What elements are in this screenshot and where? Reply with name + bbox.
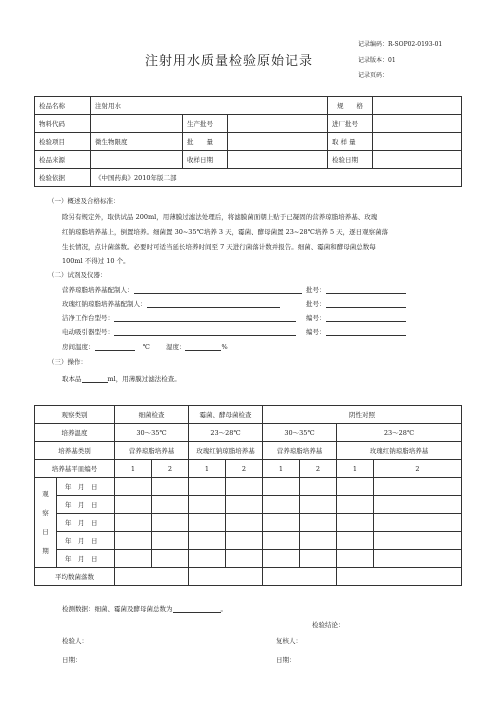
- count-cell[interactable]: [337, 496, 374, 514]
- serial-row: [306, 313, 406, 322]
- conclusion-label: 检验结论：: [312, 621, 345, 629]
- header-cell: 营养琼脂培养基: [263, 442, 337, 460]
- header-cell: 阴性对照: [263, 406, 462, 424]
- info-cell[interactable]: [373, 115, 462, 133]
- info-cell: 检验项目: [35, 133, 91, 151]
- count-cell[interactable]: [226, 532, 263, 550]
- table-row: [35, 442, 462, 460]
- inspector-date-label: 日期：: [62, 656, 82, 664]
- result-label: 检测数据：细菌、霉菌及酵母菌总数为: [62, 605, 173, 613]
- count-cell[interactable]: [337, 514, 374, 532]
- section-3-title: （三）操作：: [48, 358, 87, 366]
- average-cell[interactable]: [263, 568, 337, 586]
- count-cell[interactable]: [300, 514, 337, 532]
- count-cell[interactable]: [263, 496, 300, 514]
- side-char: 察: [42, 508, 49, 517]
- count-cell[interactable]: [226, 550, 263, 568]
- table-row: [35, 514, 462, 532]
- total-count-field[interactable]: [173, 604, 221, 613]
- count-cell[interactable]: [263, 532, 300, 550]
- count-cell[interactable]: [115, 550, 152, 568]
- batch-row: [306, 299, 406, 308]
- info-cell[interactable]: [228, 133, 328, 151]
- observation-date-side: [35, 478, 57, 568]
- table-row: [35, 460, 462, 478]
- count-cell[interactable]: [300, 478, 337, 496]
- info-cell[interactable]: [228, 115, 328, 133]
- equipment-row: [62, 327, 296, 336]
- plate-number: 1: [115, 460, 152, 478]
- operation-text-b: ml，用薄膜过滤法检查。: [107, 375, 181, 383]
- header-cell: 30～35℃: [263, 424, 337, 442]
- count-cell[interactable]: [300, 496, 337, 514]
- record-code: 记录编码：R-SOP02-0193-01: [358, 41, 443, 48]
- count-cell[interactable]: [189, 532, 226, 550]
- info-cell: 收样日期: [183, 151, 228, 169]
- table-row: [35, 532, 462, 550]
- equipment-label: 电动吸引器型号：: [62, 328, 114, 336]
- header-cell: 营养琼脂培养基: [115, 442, 189, 460]
- header-cell: 细菌检查: [115, 406, 189, 424]
- info-cell: 进厂批号: [328, 115, 373, 133]
- count-cell[interactable]: [374, 514, 462, 532]
- fill-line[interactable]: [134, 285, 302, 294]
- header-cell: 30～35℃: [115, 424, 189, 442]
- equipment-row: [62, 313, 296, 322]
- header-cell: 培养温度: [35, 424, 115, 442]
- section-2-title: （二）试剂及仪器：: [48, 271, 107, 279]
- table-row: [35, 424, 462, 442]
- fill-line[interactable]: [114, 313, 296, 322]
- count-cell[interactable]: [152, 496, 189, 514]
- header-cell: 23～28℃: [337, 424, 462, 442]
- count-cell[interactable]: [115, 496, 152, 514]
- plate-number: 2: [152, 460, 189, 478]
- count-cell[interactable]: [226, 514, 263, 532]
- batch-row: [306, 285, 406, 294]
- info-cell: 批 量: [183, 133, 228, 151]
- average-cell[interactable]: [189, 568, 263, 586]
- count-cell[interactable]: [226, 478, 263, 496]
- average-label: 平均数菌落数: [35, 568, 115, 586]
- equipment-label: 洁净工作台型号：: [62, 314, 114, 322]
- count-cell[interactable]: [115, 514, 152, 532]
- count-cell[interactable]: [337, 550, 374, 568]
- batch-label: 批号：: [306, 286, 326, 294]
- room-conditions: [62, 342, 228, 351]
- table-row: [35, 568, 462, 586]
- result-end: 。: [220, 605, 227, 613]
- table-row: [35, 406, 462, 424]
- humidity-field[interactable]: [185, 342, 221, 351]
- plate-number: 2: [300, 460, 337, 478]
- date-cell[interactable]: 年 月 日: [57, 478, 115, 496]
- temp-unit: ℃: [142, 343, 150, 351]
- fill-line[interactable]: [326, 299, 406, 308]
- fill-line[interactable]: [326, 285, 406, 294]
- reagent-row: [62, 285, 302, 294]
- date-cell[interactable]: 年 月 日: [57, 514, 115, 532]
- header-cell: 观察类别: [35, 406, 115, 424]
- serial-label: 编号：: [306, 314, 326, 322]
- info-cell[interactable]: [91, 115, 183, 133]
- info-cell[interactable]: [373, 151, 462, 169]
- section-1-text: 红钠琼脂培养基上，倒置培养。细菌置 30~35℃培养 3 天，霉菌、酵母菌置 23~28℃培养 5 天，逐日观察菌落: [62, 228, 389, 236]
- reviewer-label: 复核人：: [276, 637, 302, 645]
- count-cell[interactable]: [115, 532, 152, 550]
- count-cell[interactable]: [300, 550, 337, 568]
- date-cell[interactable]: 年 月 日: [57, 532, 115, 550]
- page-title: 注射用水质量检验原始记录: [145, 54, 314, 69]
- header-cell: 霉菌、酵母菌检查: [189, 406, 263, 424]
- count-cell[interactable]: [337, 532, 374, 550]
- plate-number: 1: [263, 460, 300, 478]
- count-cell[interactable]: [152, 478, 189, 496]
- count-cell[interactable]: [115, 478, 152, 496]
- section-1-text: 生长情况，点计菌落数。必要时可适当延长培养时间至 7 天进行菌落计数并报告。细菌、霉菌和酵母菌总数每: [62, 243, 376, 251]
- count-cell[interactable]: [189, 496, 226, 514]
- count-cell[interactable]: [337, 478, 374, 496]
- plate-number: 2: [226, 460, 263, 478]
- info-row: [35, 133, 462, 151]
- count-cell[interactable]: [189, 478, 226, 496]
- info-cell: 生产批号: [183, 115, 228, 133]
- info-row: [35, 151, 462, 169]
- info-cell[interactable]: [373, 97, 462, 115]
- section-1-text: 除另有规定外，取供试品 200ml，用薄膜过滤法处理后，将滤膜菌面朝上贴于已凝固的营养琼脂培养基、玫瑰: [62, 213, 378, 221]
- info-cell[interactable]: 注射用水: [91, 97, 328, 115]
- table-row: [35, 478, 462, 496]
- count-cell[interactable]: [189, 514, 226, 532]
- fill-line[interactable]: [326, 313, 406, 322]
- info-cell: 检品名称: [35, 97, 91, 115]
- record-page: 记录页码：: [358, 72, 389, 79]
- operation-text-a: 取本品: [62, 375, 82, 383]
- date-cell[interactable]: 年 月 日: [57, 550, 115, 568]
- table-row: [35, 550, 462, 568]
- section-1-title: （一）概述及合格标准：: [48, 197, 120, 205]
- reagent-label: 玫瑰红钠琼脂培养基配制人：: [62, 300, 147, 308]
- side-char: 日: [42, 527, 49, 536]
- reagent-label: 营养琼脂培养基配制人：: [62, 286, 134, 294]
- count-cell[interactable]: [152, 550, 189, 568]
- header-cell: 玫瑰红钠琼脂培养基: [337, 442, 462, 460]
- side-char: 观: [42, 489, 49, 498]
- header-cell: 23～28℃: [189, 424, 263, 442]
- fill-line[interactable]: [114, 327, 296, 336]
- info-cell[interactable]: [228, 151, 328, 169]
- count-cell[interactable]: [263, 514, 300, 532]
- count-cell[interactable]: [374, 496, 462, 514]
- count-cell[interactable]: [374, 532, 462, 550]
- info-row: [35, 169, 462, 187]
- side-char: 期: [42, 546, 49, 555]
- plate-number: 2: [374, 460, 462, 478]
- header-cell: 培养基类别: [35, 442, 115, 460]
- info-cell[interactable]: 《中国药典》2010年版二部: [91, 169, 462, 187]
- info-cell[interactable]: [91, 151, 183, 169]
- plate-number: 1: [337, 460, 374, 478]
- info-cell: 检品来源: [35, 151, 91, 169]
- count-cell[interactable]: [152, 532, 189, 550]
- info-cell: 规 格: [328, 97, 373, 115]
- reviewer-date-label: 日期：: [276, 656, 296, 664]
- count-cell[interactable]: [189, 550, 226, 568]
- info-cell: 检验日期: [328, 151, 373, 169]
- temp-field[interactable]: [95, 342, 135, 351]
- table-row: [35, 496, 462, 514]
- info-cell[interactable]: [373, 133, 462, 151]
- info-row: [35, 115, 462, 133]
- volume-field[interactable]: [82, 374, 108, 383]
- count-cell[interactable]: [263, 478, 300, 496]
- section-1-text: 100ml 不得过 10 个。: [62, 257, 130, 265]
- serial-label: 编号：: [306, 328, 326, 336]
- count-cell[interactable]: [300, 532, 337, 550]
- header-cell: 培养基平皿编号: [35, 460, 115, 478]
- info-cell: 取 样 量: [328, 133, 373, 151]
- humidity-unit: %: [221, 343, 228, 351]
- count-cell[interactable]: [226, 496, 263, 514]
- plate-number: 1: [189, 460, 226, 478]
- fill-line[interactable]: [326, 327, 406, 336]
- count-cell[interactable]: [152, 514, 189, 532]
- batch-label: 批号：: [306, 300, 326, 308]
- info-cell[interactable]: 微生物限度: [91, 133, 183, 151]
- operation-text: [62, 374, 181, 383]
- average-cell[interactable]: [115, 568, 189, 586]
- record-version: 记录版本：01: [358, 57, 396, 64]
- result-line: [62, 604, 227, 613]
- date-cell[interactable]: 年 月 日: [57, 496, 115, 514]
- count-cell[interactable]: [374, 478, 462, 496]
- temp-label: 房间温度：: [62, 343, 95, 351]
- average-cell[interactable]: [337, 568, 462, 586]
- serial-row: [306, 327, 406, 336]
- reagent-row: [62, 299, 280, 308]
- humidity-label: 湿度：: [165, 343, 186, 351]
- observation-table: [34, 405, 462, 586]
- fill-line[interactable]: [147, 299, 280, 308]
- info-cell: 检验依据: [35, 169, 91, 187]
- info-cell: 物料代码: [35, 115, 91, 133]
- count-cell[interactable]: [263, 550, 300, 568]
- info-table: [34, 96, 462, 187]
- info-row: [35, 97, 462, 115]
- header-cell: 玫瑰红钠琼脂培养基: [189, 442, 263, 460]
- count-cell[interactable]: [374, 550, 462, 568]
- inspector-label: 检验人：: [62, 637, 88, 645]
